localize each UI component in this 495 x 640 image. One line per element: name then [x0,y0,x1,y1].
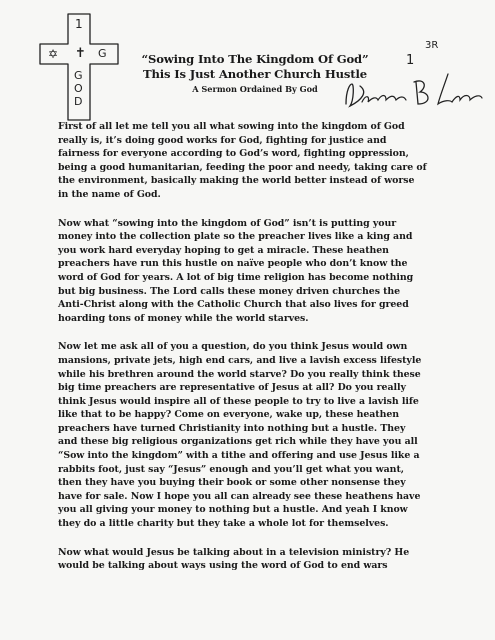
text-line: Now let me ask all of you a question, do you think Jesus would own [58,341,408,353]
logo-letter: G [98,47,107,60]
paragraph [58,120,458,202]
text-line: being a good humanitarian, feeding the poor and needy, taking care of [58,161,427,173]
paragraph [58,340,458,530]
text-line: like that to be happy? Come on everyone, wake up, these heathen [58,409,400,421]
text-line: they do a little charity but they take a whole lot for themselves. [58,518,389,530]
text-line: then they have you buying their book or some other nonsense they [58,477,406,489]
text-line: would be talking about ways using the word of God to end wars [58,560,388,572]
text-line: rabbits foot, just say “Jesus” enough and you’ll get what you want, [58,463,404,475]
star-of-david-icon: ✡ [48,47,59,61]
text-line: have for sale. Now I hope you all can already see these heathens have [58,490,421,502]
sermon-body [58,120,458,588]
handwritten-signature [340,70,485,120]
text-line: money into the collection plate so the preacher lives like a king and [58,231,413,243]
text-line: and these big religious organizations get rich while they have you all [58,436,418,448]
document-title-line2: This Is Just Another Church Hustle [143,67,367,81]
text-line: while his brethren around the world starve? Do you really think these [58,368,421,380]
text-line: you work hard everyday hoping to get a miracle. These heathen [58,244,389,256]
document-subtitle: A Sermon Ordained By God [192,84,318,94]
text-line: fairness for everyone according to God’s word, fighting oppression, [58,148,409,160]
sheet-code: 3R [425,40,439,51]
text-line: “Sow into the kingdom” with a tithe and offering and use Jesus like a [58,450,420,462]
text-line: really is, it’s doing good works for God, fighting for justice and [58,134,387,146]
paragraph [58,546,458,573]
text-line: word of God for years. A lot of big time religion has become nothing [58,271,414,283]
paragraph [58,217,458,326]
text-line: preachers have turned Christianity into nothing but a hustle. They [58,422,406,434]
page-number: 1 [406,53,415,68]
text-line: Anti-Christ along with the Catholic Church that also lives for greed [58,299,409,311]
text-line: preachers have run this hustle on naïve people who don’t know the [58,258,408,270]
logo-word-letter: D [74,95,83,108]
small-cross-icon: ✝ [75,46,86,61]
text-line: the environment, basically making the world better instead of worse [58,175,415,187]
text-line: First of all let me tell you all what sowing into the kingdom of God [58,121,405,132]
logo-number: 1 [75,17,83,31]
text-line: but big business. The Lord calls these money driven churches the [58,285,401,297]
text-line: mansions, private jets, high end cars, and live a lavish excess lifestyle [58,354,422,366]
text-line: hoarding tons of money while the world starves. [58,312,309,324]
text-line: think Jesus would inspire all of these people to try to live a lavish life [58,395,419,407]
text-line: Now what “sowing into the kingdom of God” isn’t is putting your [58,217,397,229]
logo-word-letter: O [74,82,83,95]
cross-logo [38,12,120,122]
text-line: big time preachers are representative of Jesus at all? Do you really [58,382,406,394]
logo-word-letter: G [74,69,83,82]
text-line: in the name of God. [58,188,161,200]
document-title: “Sowing Into The Kingdom Of God” [141,52,369,66]
text-line: Now what would Jesus be talking about in a television ministry? He [58,546,410,558]
text-line: you all giving your money to nothing but a hustle. And yeah I know [58,504,408,516]
